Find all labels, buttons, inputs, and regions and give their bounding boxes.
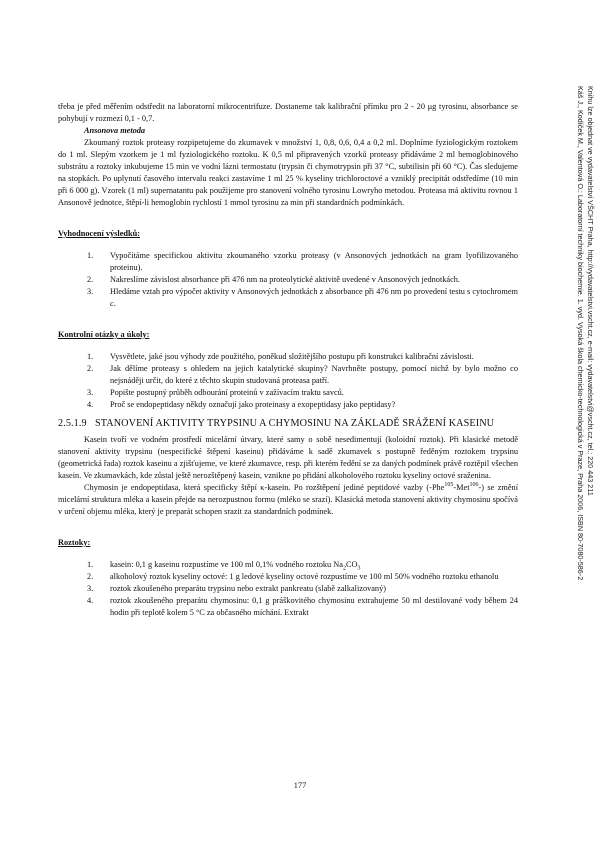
questions-list <box>58 351 518 411</box>
sidebar-citation <box>566 86 600 746</box>
list-item: 4. roztok zkoušeného preparátu chymosinu: 0,1 g práškovitého chymosinu extrahujeme 50 ml destilované vody během 24 hodin při teplotě kolem 5 °C za občasného míchání. Extrakt <box>87 596 518 617</box>
evaluation-heading: Vyhodnocení výsledků: <box>58 229 140 238</box>
list-item: 1. Vypočítáme specifickou aktivitu zkoumaného vzorku proteasy (v Ansonových jednotkách na gram lyofilizovaného proteinu). <box>87 251 518 272</box>
questions-heading: Kontrolní otázky a úkoly: <box>58 330 150 339</box>
list-item: 2. alkoholový roztok kyseliny octové: 1 g ledové kyseliny octové rozpustíme ve 100 ml 50% vodného roztoku ethanolu <box>87 572 499 581</box>
sidebar-citation-line1: Káš J., Kodíček M., Valentová O.: Laboratorní techniky biochemie. 1. vyd. Vysoká škola chemicko-technologická v Praze, Praha 2006, ISBN 80-7080-586-2 <box>576 86 585 581</box>
main-content <box>58 101 518 619</box>
list-item: 3. roztok zkoušeného preparátu trypsinu nebo extrakt pankreatu (slabě zalkalizovaný) <box>87 584 386 593</box>
casein-paragraph: Kasein tvoří ve vodném prostředí micelární útvary, které samy o sobě nesedimentují (koloidní roztok). Při klasické metodě stanovení aktivity trypsinu (nespecifické štěpení kaseinu) přidáváme k sadě zkumavek s postupně ředěným roztokem trypsinu (geometrická řada) roztok kaseinu a zjišťujeme, ve které zkumavce, resp. při kterém ředění se za daných podmínek právě roztěpil všechen kasein. Ve zkumavkách, kde zůstal ještě nerozštěpený kasein, vznikne po přidání alkoholového roztoku kyseliny octové sraženina. <box>58 435 518 480</box>
solutions-list <box>58 559 518 619</box>
sidebar-citation-line2: Knihu lze objednat ve vydavatelství VŠCHT Praha, http://vydavatelstvi.vscht.cz, e-mail: vydavatelstvi@vscht.cz, tel.: 220 443 211 <box>586 86 595 496</box>
list-item: 1. kasein: 0,1 g kaseinu rozpustíme ve 100 ml 0,1% vodného roztoku $Na_2CO_3$ <box>87 560 361 572</box>
section-number: 2.5.1.9 <box>58 418 87 429</box>
anson-method-title: Ansonova metoda <box>84 126 146 135</box>
page-number: 177 <box>293 781 307 790</box>
section-title: STANOVENÍ AKTIVITY TRYPSINU A CHYMOSINU NA ZÁKLADĚ SRÁŽENÍ KASEINU <box>95 418 495 429</box>
anson-method-paragraph: Zkoumaný roztok proteasy rozpipetujeme do zkumavek v množství 1, 0,8, 0,6, 0,4 a 0,2 ml. Doplníme fyziologickým roztokem do 1 ml. Slepým vzorkem je 1 ml fyziologického roztoku. K 0,5 ml připravených vzorků proteasy přidáváme 2 ml hemoglobinového substrátu a roztoky inkubujeme 15 min ve vodní lázni termostatu (trypsin či chymotrypsin při 37 °C, subtilisin při 60 °C). Čas sledujeme na stopkách. Po uplynutí časového intervalu reakci zastavíme 1 ml 25 % kyseliny trichloroctové a vzniklý precipitát odstředíme (10 min při 6 000 g). Vzorek (1 ml) supernatantu pak použijeme pro stanovení volného tyrosinu Lowryho metodou. Proteasa má aktivitu rovnou 1 Ansonově jednotce, štěpí-li hemoglobin rychlostí 1 mmol tyrosinu za min při standardních podmínkách. <box>58 138 518 207</box>
solutions-heading: Roztoky: <box>58 538 91 547</box>
evaluation-list <box>58 250 518 310</box>
section-heading <box>58 417 518 430</box>
chymosin-paragraph: Chymosin je endopeptidasa, která specificky štěpí κ-kasein. Po rozštěpení jediné peptidové vazby (-Phe$^{105}$-Met$^{106}$-) se změní micelární struktura mléka a kasein přejde na nerozpustnou formu (mléko se srazí). Klasická metoda stanovení aktivity chymosinu spočívá v určení objemu mléka, který je preparát schopen srazit za standardních podmínek. <box>58 482 519 516</box>
list-item: 1. Vysvětlete, jaké jsou výhody zde použitého, poněkud složitějšího postupu při konstrukci kalibrační závislosti. <box>87 352 474 361</box>
list-item: 4. Proč se endopeptidasy někdy označují jako proteinasy a exopeptidasy jako peptidasy? <box>87 400 396 409</box>
list-item: 3. Popište postupný průběh odbourání proteinů v zažívacím traktu savců. <box>87 388 344 397</box>
intro-paragraph: třeba je před měřením odstředit na laboratorní mikrocentrifuze. Dostaneme tak kalibrační přímku pro 2 - 20 μg tyrosinu, absorbance se pohybují v rozmezí 0,1 - 0,7. <box>58 102 518 123</box>
list-item: 3. Hledáme vztah pro výpočet aktivity v Ansonových jednotkách z absorbance při 476 nm po provedení testu s cytochromem c. <box>87 287 518 308</box>
list-item: 2. Jak dělíme proteasy s ohledem na jejich katalytické skupiny? Navrhněte postupy, pomocí nichž by bylo možno co nejsnáději určit, do které z těchto skupin studovaná proteasa patří. <box>87 364 518 385</box>
list-item: 2. Nakreslíme závislost absorbance při 476 nm na proteolytické aktivitě uvedené v Ansonových jednotkách. <box>87 275 460 284</box>
